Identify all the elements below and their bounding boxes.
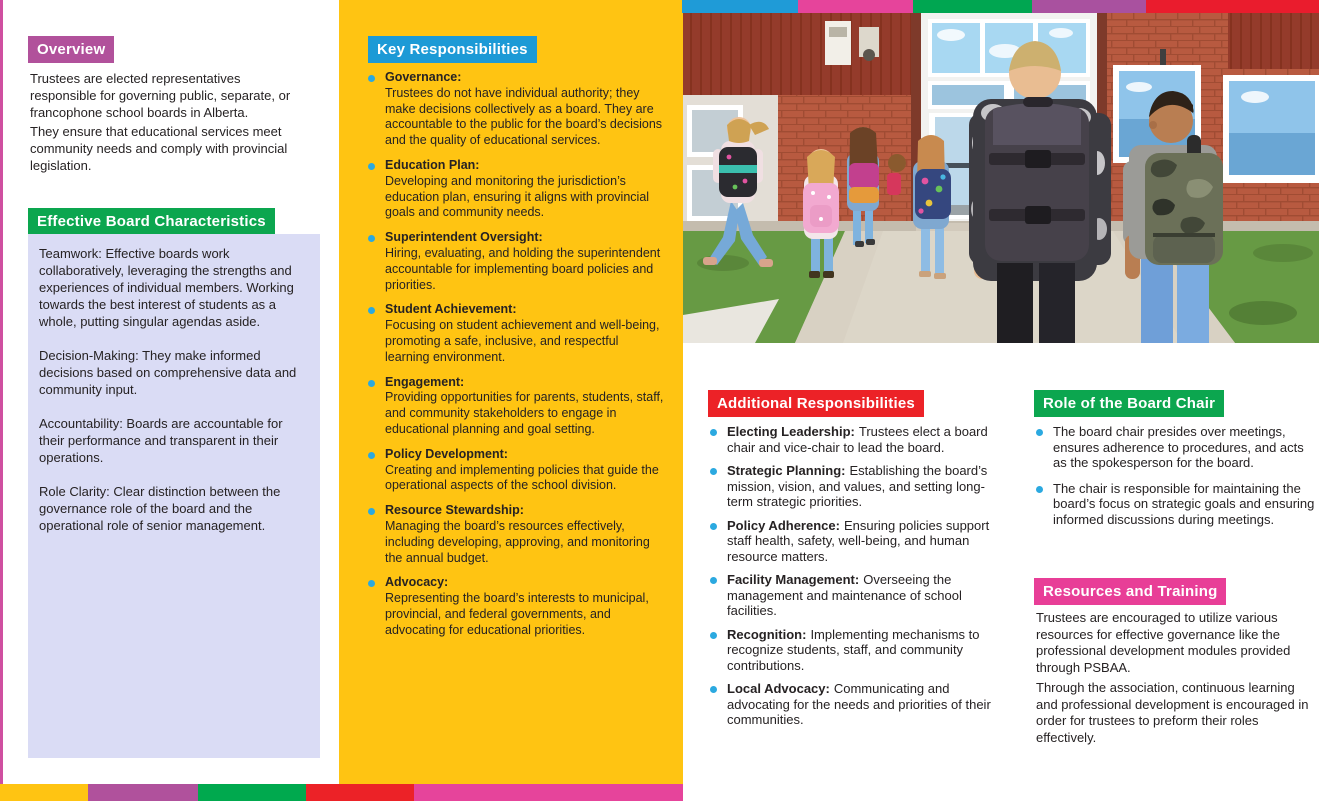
board-chair-header: Role of the Board Chair: [1034, 390, 1224, 417]
overview-paragraph-1: Trustees are elected representatives responsible for governing public, separate, or francophone school boards in Alberta.: [30, 71, 291, 120]
characteristics-paragraph: Role Clarity: Clear distinction between the governance role of the board and the operational role of senior management.: [39, 484, 281, 533]
list-item: Student Achievement: Focusing on student achievement and well-being, promoting a safe, inclusive, and respectful learning environment.: [366, 302, 666, 365]
top-accent-bar-purple: [1032, 0, 1146, 13]
list-item: Superintendent Oversight: Hiring, evaluating, and holding the superintendent accountable for implementing board policies and priorities.: [366, 230, 666, 293]
list-item: The board chair presides over meetings, ensures adherence to procedures, and acts as the spokesperson for the board.: [1034, 424, 1319, 471]
bullet-icon: [710, 686, 717, 693]
bottom-accent-bar-pink: [414, 784, 683, 801]
additional-responsibilities-header: Additional Responsibilities: [708, 390, 924, 417]
bullet-icon: [710, 577, 717, 584]
bullet-icon: [368, 163, 375, 170]
characteristics-box: [28, 234, 320, 758]
key-responsibilities-header: Key Responsibilities: [368, 36, 537, 63]
list-item: Advocacy: Representing the board’s interests to municipal, provincial, and federal governments, and advocating for educational priorities.: [366, 575, 666, 638]
additional-responsibilities-list: [708, 424, 996, 736]
bottom-accent-bar-yellow: [0, 784, 88, 801]
characteristics-header: Effective Board Characteristics: [28, 208, 275, 235]
board-chair-list: [1034, 424, 1319, 537]
list-item: Facility Management: Overseeing the management and maintenance of school facilities.: [708, 572, 996, 619]
list-item: Recognition: Implementing mechanisms to recognize students, staff, and community contributions.: [708, 627, 996, 674]
bullet-icon: [368, 580, 375, 587]
list-item: Local Advocacy: Communicating and advocating for the needs and priorities of their communities.: [708, 681, 996, 728]
bullet-icon: [710, 523, 717, 530]
bullet-icon: [710, 632, 717, 639]
list-item: Resource Stewardship: Managing the board’s resources effectively, including developing, approving, and monitoring the annual budget.: [366, 503, 666, 566]
bullet-icon: [1036, 486, 1043, 493]
overview-paragraph-2: They ensure that educational services meet community needs and comply with provincial legislation.: [30, 124, 288, 173]
bottom-accent-bar-purple: [88, 784, 198, 801]
left-edge-accent: [0, 0, 3, 784]
list-item: Governance: Trustees do not have individual authority; they make decisions collectively as a board. They are accountable to the public for the board’s decisions and the quality of educational services.: [366, 70, 666, 149]
resources-training-header: Resources and Training: [1034, 578, 1226, 605]
bullet-icon: [1036, 429, 1043, 436]
school-photo: [683, 13, 1319, 343]
top-accent-bar-blue: [682, 0, 798, 13]
bullet-icon: [368, 235, 375, 242]
top-accent-bar-pink: [798, 0, 913, 13]
resources-paragraph-1: Trustees are encouraged to utilize various resources for effective governance like the professional development modules provided through PSBAA.: [1036, 610, 1291, 675]
list-item: Engagement: Providing opportunities for parents, students, staff, and community stakeholders to engage in educational planning and goal setting.: [366, 375, 666, 438]
characteristics-paragraph: Accountability: Boards are accountable for their performance and transparent in their operations.: [39, 416, 283, 465]
list-item: Policy Development: Creating and implementing policies that guide the operational aspects of the school division.: [366, 447, 666, 494]
resources-paragraph-2: Through the association, continuous learning and professional development is encouraged in order for trustees to preform their roles effectively.: [1036, 680, 1309, 745]
bullet-icon: [368, 508, 375, 515]
list-item: The chair is responsible for maintaining the board’s focus on strategic goals and ensuring informed discussions during meetings.: [1034, 481, 1319, 528]
bottom-accent-bar-red: [306, 784, 414, 801]
bullet-icon: [368, 75, 375, 82]
bullet-icon: [710, 429, 717, 436]
characteristics-paragraph: Teamwork: Effective boards work collaboratively, leveraging the strengths and experiences of individual members. Working towards the best interest of students as a whole, putting singular agendas aside.: [39, 246, 294, 329]
characteristics-paragraph: Decision-Making: They make informed decisions based on comprehensive data and community input.: [39, 348, 297, 397]
overview-header: Overview: [28, 36, 114, 63]
list-item: Policy Adherence: Ensuring policies support staff health, safety, well-being, and human resource matters.: [708, 518, 996, 565]
list-item: Education Plan: Developing and monitoring the jurisdiction’s education plan, ensuring it aligns with provincial goals and community needs.: [366, 158, 666, 221]
bullet-icon: [368, 307, 375, 314]
key-responsibilities-list: [366, 70, 666, 648]
bottom-accent-bar-green: [198, 784, 306, 801]
list-item: Electing Leadership: Trustees elect a board chair and vice-chair to lead the board.: [708, 424, 996, 455]
top-accent-bar-red: [1146, 0, 1319, 13]
bullet-icon: [368, 452, 375, 459]
top-accent-bar-green: [913, 0, 1032, 13]
bullet-icon: [368, 380, 375, 387]
list-item: Strategic Planning: Establishing the board’s mission, vision, and values, and setting long-term strategic priorities.: [708, 463, 996, 510]
bullet-icon: [710, 468, 717, 475]
